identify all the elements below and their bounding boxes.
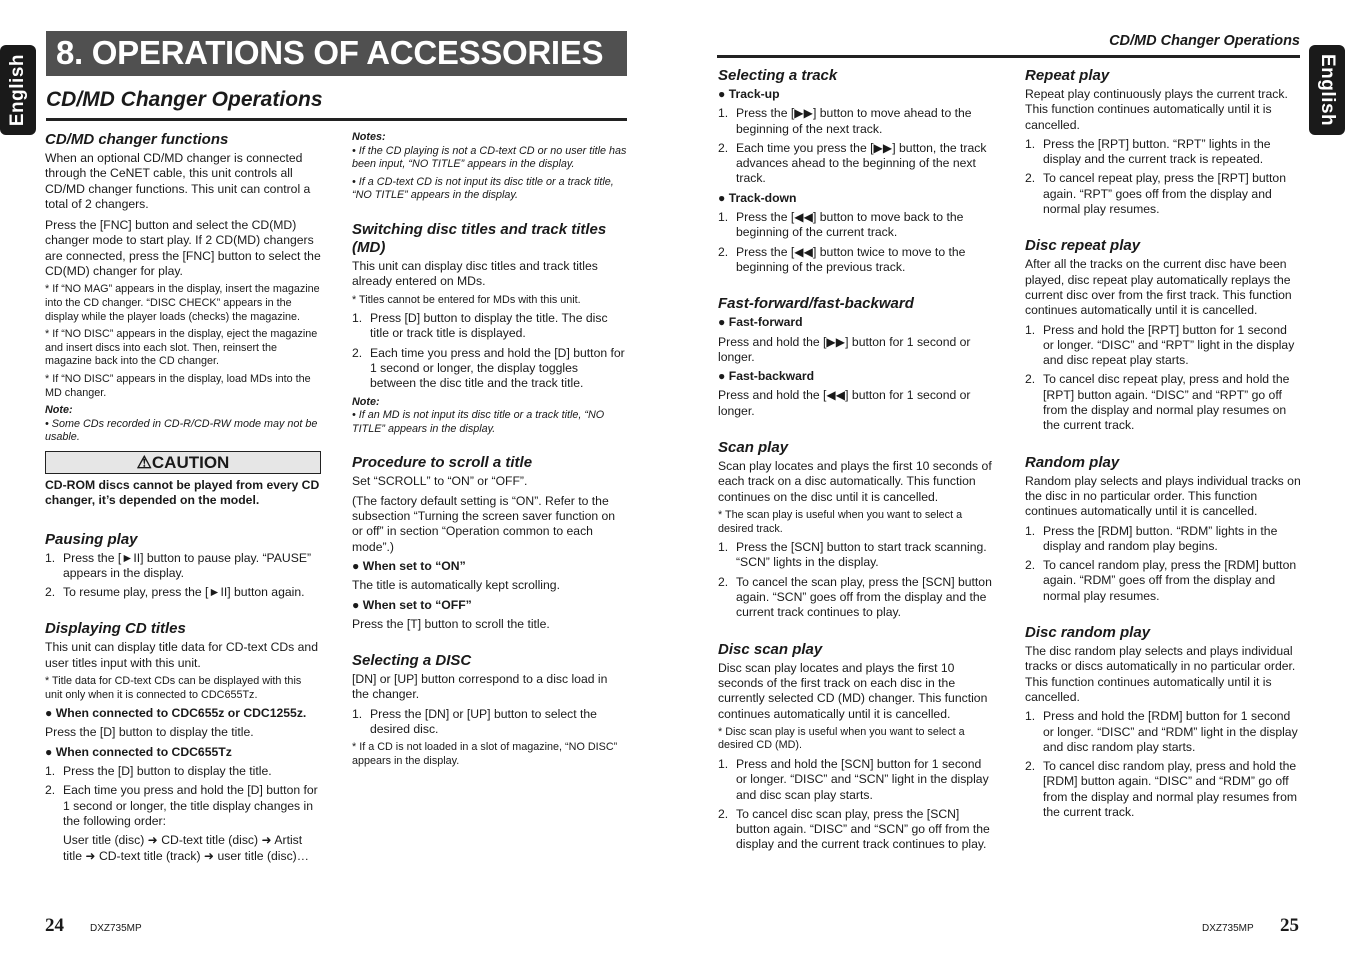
section-title: CD/MD Changer Operations — [46, 88, 323, 111]
pausing-steps — [45, 551, 321, 601]
order-text: User title (disc) ➜ CD-text title (disc) ➜ Artist title ➜ CD-text title (track) ➜ user title (disc)… — [63, 833, 309, 863]
list-item: 2. To cancel disc random play, press and hold the [RDM] button again. “DISC” and “RDM” go off from the display and normal play resumes from the current track. — [1025, 759, 1298, 819]
list-item: 1. Press and hold the [RDM] button for 1 second or longer. “DISC” and “RDM” light in the display and disc random play starts. — [1025, 709, 1298, 754]
list-item: 1. Press the [►II] button to pause play. “PAUSE” appears in the display. — [45, 550, 312, 580]
warning-icon: ⚠ — [136, 452, 152, 472]
list-item: 2. To cancel disc repeat play, press and hold the [RPT] button again. “DISC” and “RPT” go off from the display and normal play resumes on the current track. — [1025, 372, 1290, 433]
paragraph: Repeat play continuously plays the current track. This function continues automatically until it is cancelled. — [1025, 87, 1288, 132]
list-item-text: Press the [◀◀] button twice to move to the beginning of the previous track. — [736, 244, 966, 274]
heading-disc-scan: Disc scan play — [718, 640, 823, 658]
heading-pausing-play: Pausing play — [45, 530, 138, 548]
caution-text: CD-ROM discs cannot be played from every CD changer, it’s depended on the model. — [45, 477, 320, 508]
subheading: ● Track-down — [718, 190, 797, 205]
heading-switching-titles: Switching disc titles and track titles (MD) — [352, 220, 607, 256]
note-label: Note: — [352, 395, 380, 408]
language-tab-left — [0, 45, 36, 135]
list-item: 2. To cancel disc scan play, press the [SCN] button again. “DISC” and “SCN” go off from the display and the current track continues to play. — [718, 806, 990, 852]
list-item: 1. Press the [RDM] button. “RDM” lights in the display and random play begins. — [1025, 523, 1278, 553]
heading-fast-forward: Fast-forward/fast-backward — [718, 295, 914, 313]
language-tab-right — [1309, 45, 1345, 135]
paragraph: This unit can display disc titles and track titles already entered on MDs. — [352, 258, 598, 289]
trackdown-steps — [718, 210, 994, 275]
subheading: ● When set to “OFF” — [352, 597, 472, 612]
paragraph: (The factory default setting is “ON”. Refer to the subsection “Turning the screen saver function on or off” in section “Operation common to each mode”.) — [352, 493, 616, 554]
subheading: ● Fast-forward — [718, 315, 803, 330]
paragraph: Scan play locates and plays the first 10 seconds of each track on a disc automatically. This function continues on the disc until it is cancelled. — [718, 459, 992, 504]
list-item-text: Press and hold the [RPT] button for 1 second or longer. “DISC” and “RPT” light in the display and disc repeat play starts. — [1043, 322, 1295, 368]
page-number-right: 25 — [1280, 915, 1299, 936]
paragraph: Random play selects and plays individual tracks on the disc in no particular order. This function continues automatically until it is cancelled. — [1025, 473, 1301, 519]
list-item-text: Press and hold the [RDM] button for 1 second or longer. “DISC” and “RDM” light in the display and disc random play starts. — [1043, 709, 1298, 754]
list-item-text: Press the [SCN] button to start track scanning. “SCN” lights in the display. — [736, 540, 987, 570]
heading-random-play: Random play — [1025, 453, 1120, 471]
list-item-text: Each time you press and hold the [D] button for 1 second or longer, the title display changes in the following order: — [63, 783, 318, 828]
note: * If “NO MAG” appears in the display, insert the magazine into the CD changer. “DISC CHECK” appears in the display while the player loads (checks) the magazine. — [45, 283, 320, 323]
list-item: 2. Press the [◀◀] button twice to move to the beginning of the previous track. — [718, 244, 966, 274]
heading-scan-play: Scan play — [718, 439, 789, 457]
list-item: 1. Press and hold the [RPT] button for 1 second or longer. “DISC” and “RPT” light in the display and disc repeat play starts. — [1025, 322, 1295, 368]
list-item-text: To cancel disc repeat play, press and hold the [RPT] button again. “DISC” and “RPT” go off from the display and normal play resumes on the current track. — [1043, 372, 1290, 433]
paragraph: Disc scan play locates and plays the first 10 seconds of the first track on each disc in the currently selected CD (MD) changer. This function continues automatically until it is cancelled. — [718, 660, 988, 721]
paragraph: Press the [D] button to display the title. — [45, 725, 254, 740]
paragraph: Press and hold the [▶▶] button for 1 second or longer. — [718, 334, 971, 364]
language-tab-label: English — [1317, 53, 1338, 127]
subheading: ● Track-up — [718, 87, 780, 101]
list-item: 2. Each time you press and hold the [D] button for 1 second or longer, the display toggles between the disc title and the track title. — [352, 345, 625, 391]
column-2 — [352, 131, 627, 772]
list-item-text: Press [D] button to display the title. The disc title or track title is displayed. — [370, 311, 608, 341]
model-number-right: DXZ735MP — [1202, 923, 1254, 934]
paragraph: Press the [T] button to scroll the title. — [352, 616, 550, 631]
random-steps — [1025, 524, 1301, 604]
list-item-text: To cancel disc scan play, press the [SCN] button again. “DISC” and “SCN” go off from the display and the current track continues to play. — [736, 806, 990, 852]
list-item-text: Press the [▶▶] button to move ahead to the beginning of the next track. — [736, 106, 972, 136]
note-text: • If an MD is not input its disc title or a track title, “NO TITLE” appears in the display. — [352, 409, 605, 435]
heading-selecting-disc: Selecting a DISC — [352, 652, 472, 670]
heading-disc-random: Disc random play — [1025, 624, 1151, 642]
list-item: 2. Each time you press the [▶▶] button, the track advances ahead to the beginning of the next track. — [718, 140, 987, 186]
note: * If “NO DISC” appears in the display, load MDs into the MD changer. — [45, 372, 311, 399]
list-item-text: Press the [D] button to display the title. — [63, 764, 272, 779]
paragraph: After all the tracks on the current disc have been played, disc repeat play automatically replays the current disc over from the first track. This function continues automatically until it is cancelled. — [1025, 257, 1292, 318]
heading-scroll-title: Procedure to scroll a title — [352, 454, 533, 472]
list-item-text: Press the [DN] or [UP] button to select the desired disc. — [370, 706, 597, 736]
list-item-text: To cancel the scan play, press the [SCN] button again. “SCN” goes off from the display and the current track continues to play. — [736, 574, 992, 620]
list-item-text: Press the [RDM] button. “RDM” lights in the display and random play begins. — [1043, 523, 1278, 553]
list-item-text: To cancel disc random play, press and hold the [RDM] button again. “DISC” and “RDM” go off from the display and normal play resumes from the current track. — [1043, 759, 1298, 819]
list-item-text: Each time you press and hold the [D] button for 1 second or longer, the display toggles between the disc title and the track title. — [370, 345, 625, 391]
subheading: ● When connected to CDC655Tz — [45, 744, 232, 759]
list-item: 1. Press [D] button to display the title. The disc title or track title is displayed. — [352, 311, 608, 341]
caution-label: CAUTION — [151, 452, 230, 472]
list-item: 1. Press the [RPT] button. “RPT” lights in the display and the current track is repeated. — [1025, 136, 1271, 167]
list-item: 2. To cancel the scan play, press the [SCN] button again. “SCN” goes off from the display and the current track continues to play. — [718, 574, 992, 620]
note: * Title data for CD-text CDs can be displayed with this unit only when it is connected to CDC655Tz. — [45, 674, 302, 701]
page-number-left: 24 — [45, 915, 64, 936]
list-item: 1. Press the [▶▶] button to move ahead to the beginning of the next track. — [718, 106, 972, 136]
notes-label: Notes: — [352, 131, 386, 143]
heading-changer-functions: CD/MD changer functions — [45, 131, 229, 148]
disc-random-steps — [1025, 709, 1301, 820]
subheading: ● When set to “ON” — [352, 558, 466, 573]
column-1 — [45, 131, 321, 868]
list-item: 2. Each time you press and hold the [D] button for 1 second or longer, the title display changes in the following order: — [45, 783, 318, 828]
model-number-left: DXZ735MP — [90, 923, 142, 934]
running-head: CD/MD Changer Operations — [717, 33, 1300, 58]
chapter-title: 8. OPERATIONS OF ACCESSORIES — [56, 34, 604, 71]
list-item-text: To cancel random play, press the [RDM] button again. “RDM” goes off from the display and normal play resumes. — [1043, 558, 1297, 603]
list-item: 1. Press the [DN] or [UP] button to select the desired disc. — [352, 706, 597, 736]
column-3 — [718, 67, 994, 857]
list-item: 2. To resume play, press the [►II] button again. — [45, 585, 305, 600]
paragraph: When an optional CD/MD changer is connected through the CeNET cable, this unit controls all CD/MD changer functions. This unit can control a total of 2 changers. — [45, 151, 311, 211]
list-item-text: Press the [►II] button to pause play. “PAUSE” appears in the display. — [63, 550, 312, 580]
list-item: 1. Press and hold the [SCN] button for 1 second or longer. “DISC” and “SCN” light in the display and disc scan play starts. — [718, 756, 989, 802]
list-item-text: To resume play, press the [►II] button again. — [63, 585, 305, 600]
list-item: 2. To cancel repeat play, press the [RPT] button again. “RPT” goes off from the display and normal play resumes. — [1025, 171, 1286, 217]
note: * Titles cannot be entered for MDs with this unit. — [352, 293, 581, 306]
note: * If “NO DISC” appears in the display, eject the magazine and insert discs into each slot. Then, reinsert the magazine back into the CD changer. — [45, 328, 318, 368]
heading-selecting-track: Selecting a track — [718, 67, 838, 84]
list-item: 1. Press the [◀◀] button to move back to the beginning of the current track. — [718, 210, 964, 240]
caution-box — [45, 451, 321, 474]
paragraph: Press the [FNC] button and select the CD(MD) changer mode to start play. If 2 CD(MD) changers are connected, press the [FNC] button to select the CD(MD) changer for play. — [45, 218, 321, 279]
trackup-steps — [718, 106, 994, 186]
chapter-title-bar — [46, 31, 627, 76]
paragraph: The title is automatically kept scrolling. — [352, 578, 560, 593]
paragraph: Press and hold the [◀◀] button for 1 second or longer. — [718, 388, 971, 418]
column-4 — [1025, 67, 1301, 824]
section-title-bar — [46, 88, 627, 121]
note: * The scan play is useful when you want to select a desired track. — [718, 508, 963, 535]
subheading: ● Fast-backward — [718, 369, 815, 384]
paragraph: [DN] or [UP] button correspond to a disc load in the changer. — [352, 672, 608, 702]
list-item: 1. Press the [D] button to display the title. — [45, 764, 272, 779]
list-item: 1. Press the [SCN] button to start track scanning. “SCN” lights in the display. — [718, 540, 987, 570]
paragraph: The disc random play selects and plays individual tracks or discs automatically in no particular order. This function continues automatically until it is cancelled. — [1025, 644, 1296, 704]
paragraph: Set “SCROLL” to “ON” or “OFF”. — [352, 474, 528, 489]
switch-steps — [352, 311, 627, 391]
list-item: 2. To cancel random play, press the [RDM] button again. “RDM” goes off from the display and normal play resumes. — [1025, 558, 1297, 603]
disc-scan-steps — [718, 757, 994, 853]
paragraph: This unit can display title data for CD-text CDs and user titles input with this unit. — [45, 640, 318, 670]
list-item-text: Press the [RPT] button. “RPT” lights in the display and the current track is repeated. — [1043, 136, 1271, 167]
cdc655tz-steps — [45, 764, 321, 829]
heading-disc-repeat: Disc repeat play — [1025, 237, 1141, 255]
note-text: • Some CDs recorded in CD-R/CD-RW mode may not be usable. — [45, 417, 318, 444]
heading-cd-titles: Displaying CD titles — [45, 620, 186, 638]
note: • If the CD playing is not a CD-text CD or no user title has been input, “NO TITLE” appears in the display. — [352, 144, 627, 171]
scan-steps — [718, 540, 994, 620]
list-item-text: Press the [◀◀] button to move back to the beginning of the current track. — [736, 210, 964, 240]
list-item-text: Each time you press the [▶▶] button, the track advances ahead to the beginning of the next track. — [736, 140, 987, 186]
list-item-text: Press and hold the [SCN] button for 1 second or longer. “DISC” and “SCN” light in the display and disc scan play starts. — [736, 756, 989, 802]
note: • If a CD-text CD is not input its disc title or a track title, “NO TITLE” appears in the display. — [352, 175, 614, 202]
note: * Disc scan play is useful when you want to select a desired CD (MD). — [718, 725, 965, 752]
list-item-text: To cancel repeat play, press the [RPT] button again. “RPT” goes off from the display and normal play resumes. — [1043, 171, 1286, 217]
note: * If a CD is not loaded in a slot of magazine, “NO DISC” appears in the display. — [352, 741, 618, 767]
heading-repeat-play: Repeat play — [1025, 67, 1110, 84]
note-label: Note: — [45, 404, 73, 417]
subheading: ● When connected to CDC655z or CDC1255z. — [45, 706, 307, 721]
language-tab-label: English — [7, 53, 28, 127]
repeat-steps — [1025, 137, 1301, 217]
disc-steps — [352, 707, 627, 738]
disc-repeat-steps — [1025, 323, 1301, 434]
